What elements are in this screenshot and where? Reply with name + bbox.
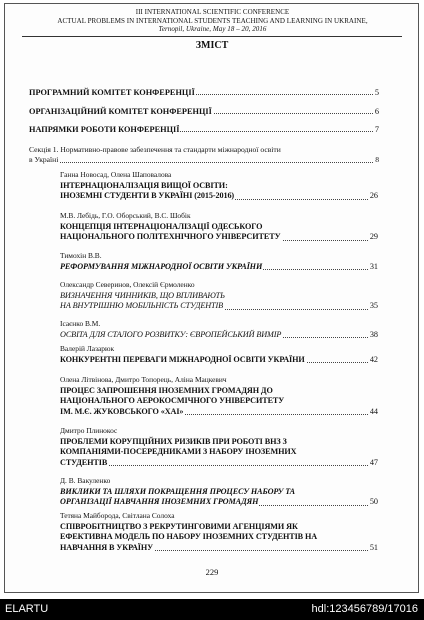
toc-entry-program-committee[interactable] bbox=[29, 88, 377, 97]
conference-header-line1: III INTERNATIONAL SCIENTIFIC CONFERENCE bbox=[135, 8, 290, 16]
article-authors: М.В. Лебідь, Г.О. Оборський, В.С. Шобік bbox=[60, 211, 191, 220]
toc-entry-article[interactable] bbox=[60, 262, 376, 272]
article-title-line: НА ВНУТРІШНЮ МОБІЛЬНІСТЬ СТУДЕНТІВ bbox=[60, 301, 224, 311]
article-authors: Д. В. Вакуленко bbox=[60, 476, 111, 485]
toc-entry-article[interactable] bbox=[60, 222, 376, 243]
article-title-line: ІНТЕРНАЦІОНАЛІЗАЦІЯ ВИЩОЇ ОСВІТИ: bbox=[60, 181, 228, 190]
handle-link[interactable]: hdl:123456789/17016 bbox=[311, 603, 418, 615]
toc-page-number: 47 bbox=[369, 457, 378, 467]
repository-name: ELARTU bbox=[5, 603, 49, 615]
toc-page-number: 51 bbox=[369, 542, 378, 552]
article-title-line: ІНОЗЕМНІ СТУДЕНТИ В УКРАЇНІ (2015-2016) bbox=[60, 191, 235, 201]
toc-entry-article[interactable] bbox=[60, 355, 376, 365]
article-title-line: НАЦІОНАЛЬНОГО ПОЛІТЕХНІЧНОГО УНІВЕРСИТЕТУ bbox=[60, 232, 281, 242]
section-1-line2: в Україні bbox=[29, 155, 59, 164]
article-authors: Тимохін В.В. bbox=[60, 251, 102, 260]
article-title-line: КОНЦЕПЦІЯ ІНТЕРНАЦІОНАЛІЗАЦІЇ ОДЕСЬКОГО bbox=[60, 222, 263, 231]
toc-entry-article[interactable] bbox=[60, 330, 376, 340]
article-title-line: КОМПАНІЯМИ-ПОСЕРЕДНИКАМИ З НАБОРУ ІНОЗЕМНИХ bbox=[60, 447, 297, 457]
toc-entry-article[interactable] bbox=[60, 291, 376, 312]
toc-page-number: 35 bbox=[369, 301, 378, 311]
article-title-line: ОРГАНІЗАЦІЇ НАВЧАННЯ ІНОЗЕМНИХ ГРОМАДЯН bbox=[60, 497, 259, 507]
toc-entry-title: ПРОГРАМНИЙ КОМІТЕТ КОНФЕРЕНЦІЇ bbox=[29, 88, 195, 97]
toc-page-number: 38 bbox=[369, 330, 378, 339]
article-title-line: ПРОБЛЕМИ КОРУПЦІЙНИХ РИЗИКІВ ПРИ РОБОТІ ВНЗ З bbox=[60, 437, 287, 446]
article-title-line: СТУДЕНТІВ bbox=[60, 457, 108, 467]
toc-page-number: 50 bbox=[369, 497, 378, 507]
toc-page-number: 44 bbox=[369, 406, 378, 416]
toc-entry-article[interactable] bbox=[60, 487, 376, 508]
toc-entry-organizing-committee[interactable] bbox=[29, 107, 377, 116]
toc-page-number: 8 bbox=[375, 155, 379, 164]
toc-page-number: 5 bbox=[374, 88, 379, 97]
toc-title: ЗМІСТ bbox=[195, 40, 229, 51]
toc-entry-conference-directions[interactable] bbox=[29, 125, 377, 134]
article-authors: Тетяна Майборода, Світлана Солоха bbox=[60, 511, 175, 520]
conference-header-line3: Ternopil, Ukraine, May 18 – 20, 2016 bbox=[158, 25, 267, 33]
article-title-line: ОСВІТА ДЛЯ СТАЛОГО РОЗВИТКУ: ЄВРОПЕЙСЬКИЙ ВИМІР bbox=[60, 330, 282, 339]
article-title-line: КОНКУРЕНТНІ ПЕРЕВАГИ МІЖНАРОДНОЇ ОСВІТИ УКРАЇНИ bbox=[60, 355, 305, 364]
article-title-line: ВИКЛИКИ ТА ШЛЯХИ ПОКРАЩЕННЯ ПРОЦЕСУ НАБОРУ ТА bbox=[60, 487, 296, 496]
toc-entry-article[interactable] bbox=[60, 181, 376, 202]
header-divider bbox=[22, 36, 402, 37]
article-title-line: НАЦІОНАЛЬНОГО АЕРОКОСМІЧНОГО УНІВЕРСИТЕТУ bbox=[60, 396, 285, 406]
article-authors: Олена Літвінова, Дмитро Топорець, Аліна Мацкевич bbox=[60, 375, 227, 384]
article-title-line: ВИЗНАЧЕННЯ ЧИННИКІВ, ЩО ВПЛИВАЮТЬ bbox=[60, 291, 225, 300]
article-authors: Ісаєнко В.М. bbox=[60, 319, 101, 328]
toc-page-number: 26 bbox=[369, 191, 378, 201]
article-title-line: НАВЧАННЯ В УКРАЇНУ bbox=[60, 542, 154, 552]
toc-page-number: 31 bbox=[369, 262, 378, 271]
section-1-line1: Секція 1. Нормативно-правове забезпечення та стандарти міжнародної освіти bbox=[29, 145, 281, 154]
toc-entry-title: ОРГАНІЗАЦІЙНИЙ КОМІТЕТ КОНФЕРЕНЦІЇ bbox=[29, 107, 212, 116]
toc-entry-title: НАПРЯМКИ РОБОТИ КОНФЕРЕНЦІЇ bbox=[29, 125, 180, 134]
article-title-line: РЕФОРМУВАННЯ МІЖНАРОДНОЇ ОСВІТИ УКРАЇНИ bbox=[60, 262, 263, 271]
article-authors: Ганна Новосад, Олена Шаповалова bbox=[60, 170, 172, 179]
repository-footer bbox=[0, 599, 424, 620]
toc-page-number: 29 bbox=[369, 232, 378, 242]
toc-entry-article[interactable] bbox=[60, 522, 376, 553]
article-title-line: ПРОЦЕС ЗАПРОШЕННЯ ІНОЗЕМНИХ ГРОМАДЯН ДО bbox=[60, 386, 273, 395]
page-number: 229 bbox=[205, 567, 219, 577]
toc-entry-section-1[interactable] bbox=[29, 145, 377, 165]
article-authors: Валерій Лазарюк bbox=[60, 344, 115, 353]
article-authors: Олександр Северинов, Олексій Єрмоленко bbox=[60, 280, 195, 289]
article-authors: Дмитро Плинокос bbox=[60, 426, 118, 435]
toc-page-number: 42 bbox=[369, 355, 378, 364]
article-title-line: СПІВРОБІТНИЦТВО З РЕКРУТИНГОВИМИ АГЕНЦІЯМИ ЯК bbox=[60, 522, 298, 531]
toc-entry-article[interactable] bbox=[60, 437, 376, 468]
toc-entry-article[interactable] bbox=[60, 386, 376, 417]
toc-page-number: 6 bbox=[374, 107, 379, 116]
conference-header-line2: ACTUAL PROBLEMS IN INTERNATIONAL STUDENTS TEACHING AND LEARNING IN UKRAINE, bbox=[57, 16, 368, 25]
article-title-line: ІМ. М.Є. ЖУКОВСЬКОГО «ХАІ» bbox=[60, 406, 184, 416]
article-title-line: ЕФЕКТИВНА МОДЕЛЬ ПО НАБОРУ ІНОЗЕМНИХ СТУДЕНТІВ НА bbox=[60, 532, 318, 542]
toc-page-number: 7 bbox=[374, 125, 379, 134]
